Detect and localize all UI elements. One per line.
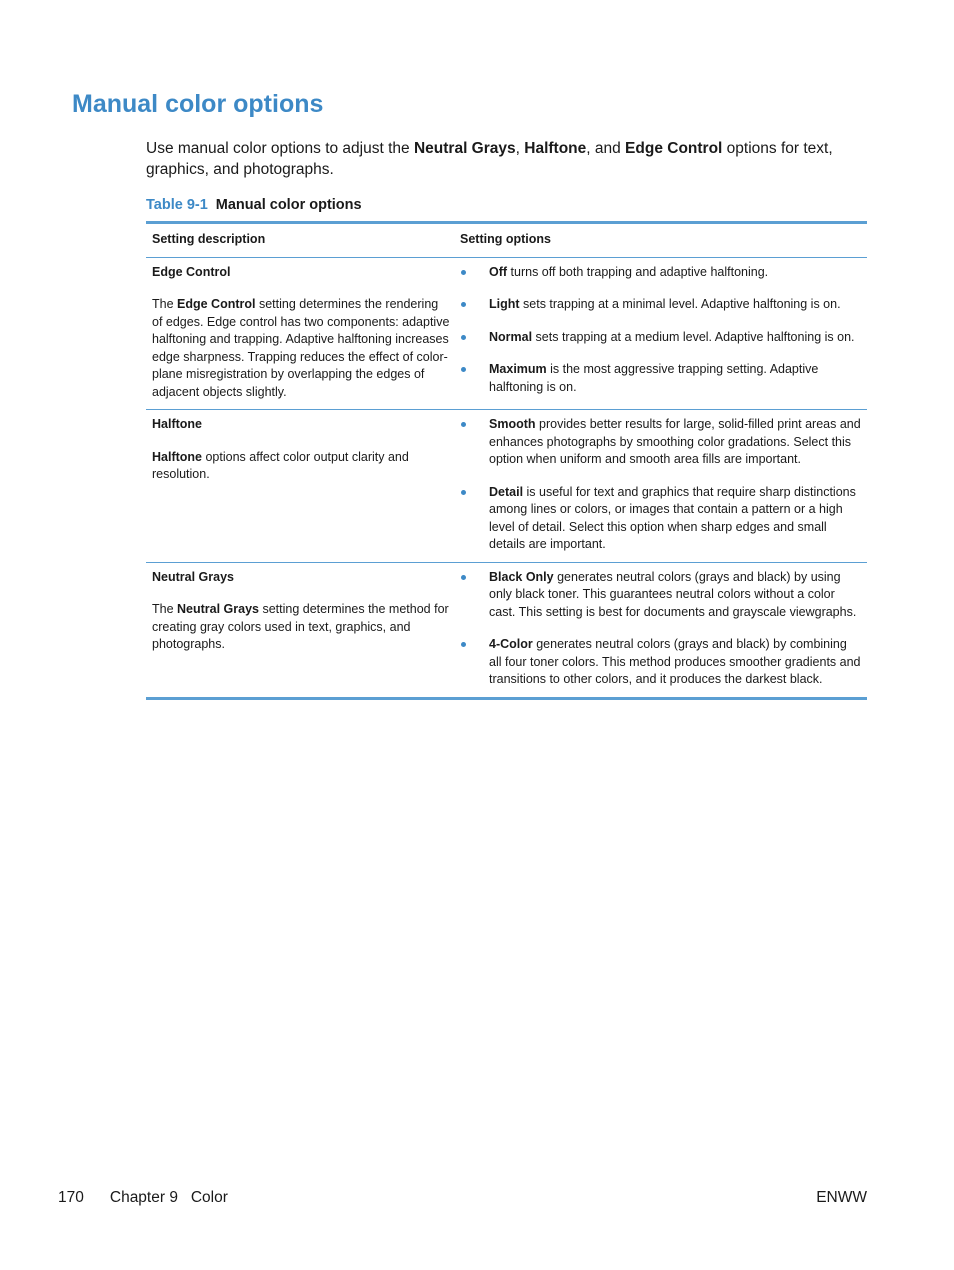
setting-name: Halftone <box>152 417 202 431</box>
bullet-icon <box>461 335 466 340</box>
setting-description-term: Neutral Grays <box>177 602 259 616</box>
page-footer-left <box>58 1189 228 1207</box>
option-item <box>460 329 861 347</box>
option-description: turns off both trapping and adaptive halftoning. <box>507 264 769 279</box>
setting-description-term: Halftone <box>152 449 202 464</box>
option-term: Detail <box>489 484 524 499</box>
intro-text-3: , and <box>586 140 626 157</box>
bullet-icon <box>461 575 466 580</box>
option-term: Smooth <box>489 417 536 431</box>
chapter-label: Chapter 9 Color <box>109 1189 228 1206</box>
bullet-icon <box>461 490 466 495</box>
option-description: generates neutral colors (grays and black) by combining all four toner colors. This method produces smoother gradients and transitions to other colors, and it produces the darkest black. <box>489 637 861 686</box>
bullet-icon <box>461 270 466 275</box>
table-body <box>146 257 867 698</box>
option-item <box>460 264 861 282</box>
table-caption-title: Manual color options <box>215 197 362 213</box>
option-description: sets trapping at a minimal level. Adaptive halftoning is on. <box>519 297 841 311</box>
option-term: Normal <box>489 329 533 344</box>
page-footer-right: ENWW <box>816 1189 867 1206</box>
setting-description-body: options affect color output clarity and resolution. <box>152 449 409 481</box>
option-description: sets trapping at a medium level. Adaptive halftoning is on. <box>532 329 855 344</box>
option-description: is the most aggressive trapping setting. Adaptive halftoning is on. <box>489 362 819 394</box>
options-list <box>460 569 861 689</box>
bullet-icon <box>461 422 466 427</box>
intro-edge-control: Edge Control <box>625 140 723 157</box>
table-row <box>146 257 867 410</box>
option-description: provides better results for large, solid-filled print areas and enhances photographs by smoothing color gradations. Select this option when uniform and smooth area fills are important. <box>489 417 861 466</box>
setting-name: Neutral Grays <box>152 569 234 584</box>
setting-description <box>152 449 450 484</box>
page-number: 170 <box>58 1189 84 1206</box>
setting-description-term: Edge Control <box>177 297 256 311</box>
setting-name: Edge Control <box>152 264 231 279</box>
intro-neutral-grays: Neutral Grays <box>413 140 516 157</box>
setting-description-body: setting determines the rendering of edges. Edge control has two components: adaptive halftoning and trapping. Adaptive halftoning increases edge sharpness. Trapping reduces the effect of color-plane misregistration by overlapping the edges of adjacent objects slightly. <box>152 297 450 399</box>
setting-description-cell <box>146 257 454 410</box>
option-term: 4-Color <box>489 637 533 651</box>
option-description: is useful for text and graphics that require sharp distinctions among lines or colors, or images that contain a pattern or a high level of detail. Select this option when sharp edges and small details are important. <box>489 484 856 551</box>
setting-description <box>152 601 450 654</box>
option-term: Off <box>489 264 508 279</box>
manual-color-options-table <box>146 221 867 700</box>
setting-options-cell <box>454 562 867 698</box>
option-item <box>460 416 861 469</box>
option-term: Light <box>489 297 520 311</box>
setting-options-cell <box>454 257 867 410</box>
table-row <box>146 562 867 698</box>
intro-text-1: Use manual color options to adjust the <box>146 140 414 157</box>
option-item <box>460 569 861 622</box>
option-term: Black Only <box>489 569 554 584</box>
intro-text-2: , <box>515 140 525 157</box>
table-header-row <box>146 223 867 258</box>
header-setting-options: Setting options <box>460 232 551 246</box>
intro-halftone: Halftone <box>524 140 587 157</box>
option-item <box>460 361 861 396</box>
setting-description-cell <box>146 562 454 698</box>
option-item <box>460 484 861 554</box>
intro-paragraph <box>146 138 866 180</box>
header-setting-description: Setting description <box>152 232 266 246</box>
setting-description-body: setting determines the method for creating gray colors used in text, graphics, and photographs. <box>152 602 449 651</box>
table-caption <box>146 197 362 213</box>
table-caption-number: Table 9-1 <box>146 197 208 213</box>
setting-options-cell <box>454 410 867 563</box>
setting-description <box>152 296 450 401</box>
page-title: Manual color options <box>72 90 324 118</box>
option-description: generates neutral colors (grays and black) by using only black toner. This guarantees neutral colors without a color cast. This setting is best for documents and grayscale viewgraphs. <box>489 569 857 619</box>
option-item <box>460 636 861 689</box>
intro-text-4: options for text, graphics, and photographs. <box>146 140 833 178</box>
options-list <box>460 416 861 554</box>
options-list <box>460 264 861 397</box>
setting-description-pre: The <box>152 297 178 311</box>
table-row <box>146 410 867 563</box>
bullet-icon <box>461 302 466 307</box>
option-term: Maximum <box>489 362 547 376</box>
bullet-icon <box>461 642 466 647</box>
setting-description-pre: The <box>152 602 178 616</box>
setting-description-cell <box>146 410 454 563</box>
option-item <box>460 296 861 314</box>
bullet-icon <box>461 367 466 372</box>
